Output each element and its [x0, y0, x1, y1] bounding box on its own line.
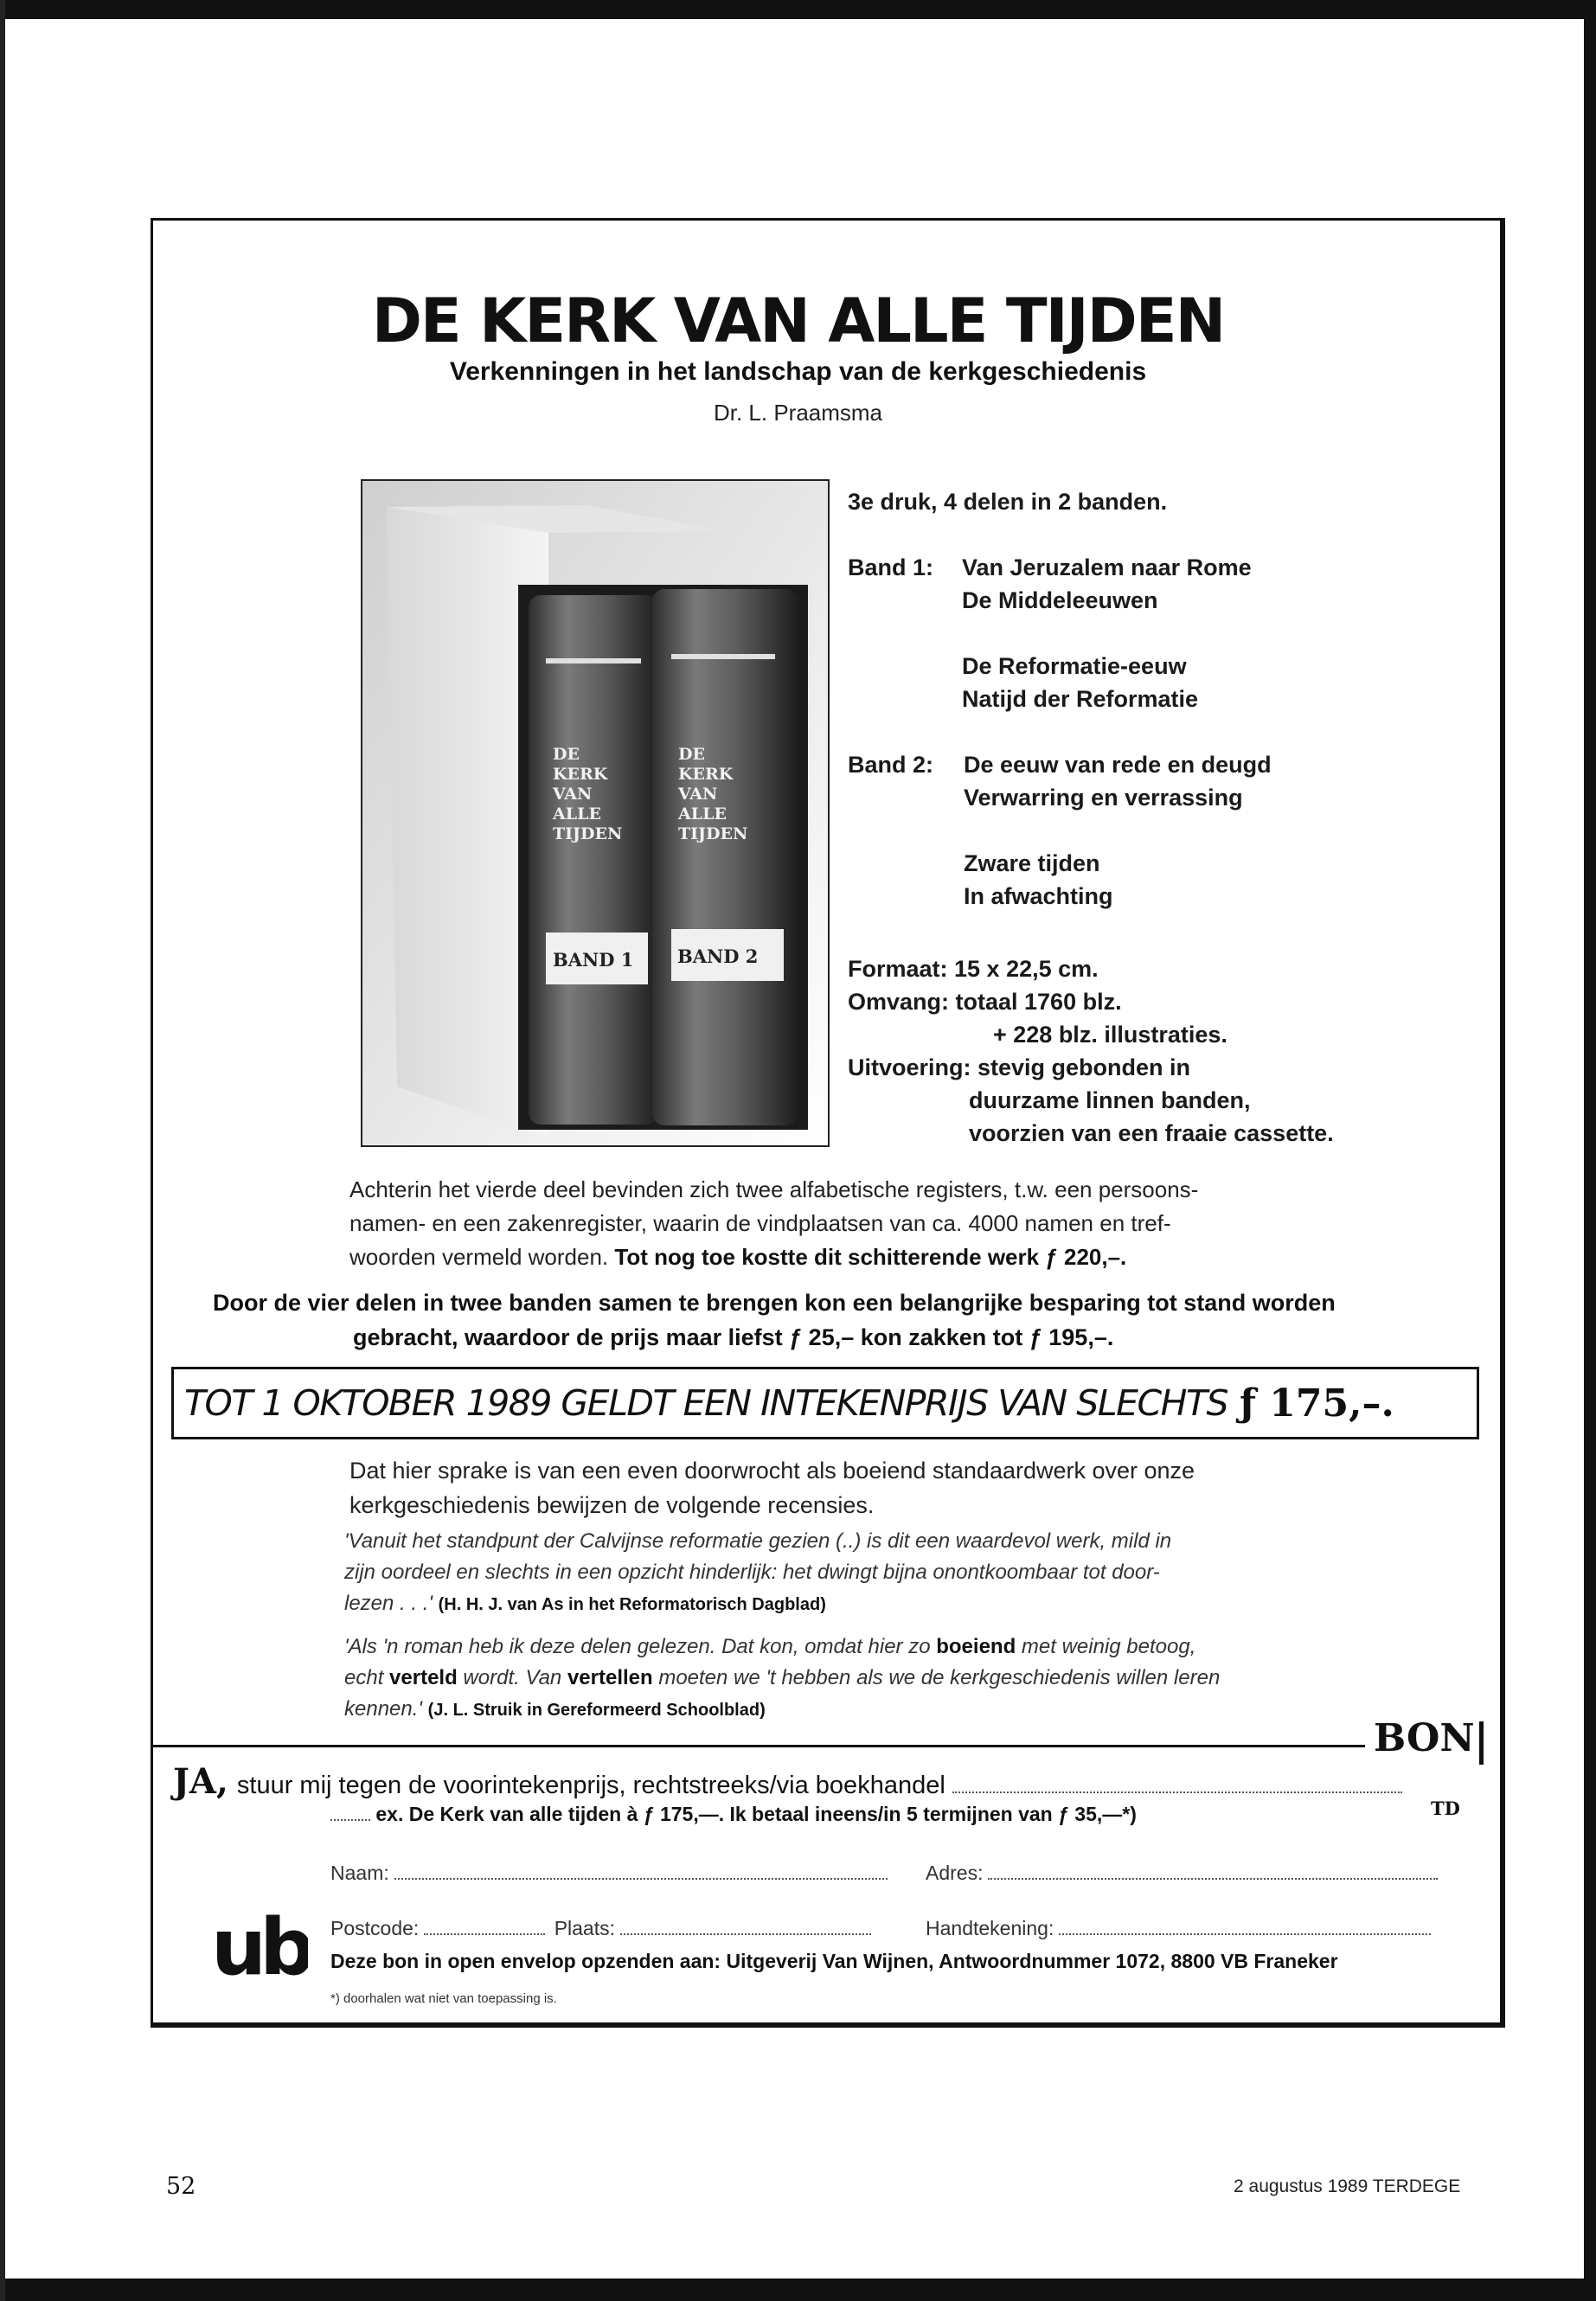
book-photo [361, 479, 830, 1147]
spine-title-word: ALLE [678, 804, 727, 824]
postcode-field[interactable] [424, 1918, 545, 1935]
quote-line [344, 1588, 1348, 1620]
band1-label: Band 1: [848, 554, 934, 580]
order-line [173, 1761, 1402, 1802]
author: Dr. L. Praamsma [713, 400, 883, 426]
format-line: Formaat: 15 x 22,5 cm. [848, 956, 1099, 982]
delivery-field[interactable] [952, 1791, 1402, 1793]
spine-band [671, 654, 775, 659]
issue-dateline: 2 augustus 1989 TERDEGE [1234, 2176, 1461, 2196]
scan-edge-bottom [0, 2279, 1596, 2301]
band2-item: In afwachting [964, 883, 1113, 909]
band2-item: Verwarring en verrassing [964, 785, 1243, 811]
registers-paragraph [349, 1173, 1344, 1274]
address-row [926, 1862, 1438, 1885]
text-fragment: woorden vermeld worden. [349, 1244, 609, 1270]
spine-title-word: ALLE [553, 804, 601, 824]
quote-line: 'Vanuit het standpunt der Calvijnse reformatie gezien (..) is dit een waardevol werk, mild in [344, 1529, 1172, 1553]
band1-item: Van Jeruzalem naar Rome [962, 554, 1252, 580]
spine-title-word: TIJDEN [678, 824, 748, 843]
spine-title-word: KERK [553, 765, 608, 784]
text-line: Dat hier sprake is van een even doorwrocht als boeiend standaardwerk over onze [349, 1458, 1195, 1484]
ja-label: JA, [173, 1761, 228, 1802]
text-line: Door de vier delen in twee banden samen te brengen kon een belangrijke besparing tot stand worden [213, 1290, 1336, 1316]
footnote: *) doorhalen wat niet van toepassing is. [330, 1991, 557, 2006]
review-quote [344, 1631, 1348, 1726]
band2-label: Band 2: [848, 752, 934, 778]
review-quote [344, 1526, 1348, 1620]
quote-fragment: wordt. Van [463, 1666, 562, 1689]
logo-text: ub [211, 1902, 308, 1983]
volume-2-spine [652, 589, 798, 1125]
coupon-separator [151, 1745, 1365, 1747]
page-number: 52 [166, 2173, 196, 2200]
text-line: namen- en een zakenregister, waarin de vindplaatsen van ca. 4000 namen en tref- [349, 1210, 1171, 1236]
quantity-line [330, 1803, 1137, 1826]
name-field[interactable] [394, 1862, 888, 1880]
signature-label: Handtekening: [926, 1917, 1054, 1939]
quote-emphasis: verteld [389, 1666, 458, 1689]
band1-item: De Middeleeuwen [962, 587, 1158, 613]
extent-line: Omvang: totaal 1760 blz. [848, 989, 1122, 1015]
banner-price: ƒ 175,–. [1240, 1381, 1394, 1426]
savings-paragraph [213, 1285, 1458, 1355]
order-text: stuur mij tegen de voorintekenprijs, rechtstreeks/via boekhandel [236, 1772, 945, 1799]
band2-item: De eeuw van rede en deugd [964, 752, 1272, 778]
volume-1-label-text: BAND 1 [553, 949, 634, 971]
quantity-field[interactable] [330, 1819, 370, 1821]
text-line [349, 1240, 1344, 1274]
quote-fragment: echt [344, 1666, 384, 1689]
illustrations-line: + 228 blz. illustraties. [993, 1022, 1227, 1048]
reviews-intro [349, 1453, 1344, 1522]
spine-title-word: DE [553, 745, 580, 764]
address-label: Adres: [926, 1862, 984, 1884]
quote-fragment: met weinig betoog, [1021, 1635, 1196, 1658]
coupon-heading: BON [1374, 1716, 1475, 1760]
text-line: gebracht, waardoor de prijs maar liefst ƒ 25,– kon zakken tot ƒ 195,–. [353, 1324, 1114, 1350]
postcode-row [330, 1917, 871, 1940]
quote-line [344, 1694, 1348, 1726]
coupon-cut-mark [1479, 1721, 1484, 1765]
quote-line [344, 1663, 1348, 1694]
edition-line: 3e druk, 4 delen in 2 banden. [848, 489, 1168, 515]
volume-1-spine [529, 595, 658, 1125]
signature-row [926, 1917, 1431, 1940]
name-row [330, 1862, 888, 1885]
quote-fragment: moeten we 't hebben als we de kerkgeschiedenis willen leren [658, 1666, 1221, 1689]
address-field[interactable] [988, 1862, 1438, 1880]
name-label: Naam: [330, 1862, 389, 1884]
band1-item: De Reformatie-eeuw [962, 653, 1187, 679]
volume-2-label-text: BAND 2 [677, 945, 759, 967]
page-title: DE KERK VAN ALLE TIJDEN [371, 285, 1225, 356]
text-line: kerkgeschiedenis bewijzen de volgende recensies. [349, 1492, 875, 1518]
city-label: Plaats: [554, 1917, 616, 1939]
band2-item: Zware tijden [964, 850, 1100, 876]
order-detail: ex. De Kerk van alle tijden à ƒ 175,—. Ik betaal ineens/in 5 termijnen van ƒ 35,—*) [375, 1803, 1137, 1825]
spine-title-word: TIJDEN [553, 824, 623, 843]
quote-source: (J. L. Struik in Gereformeerd Schoolblad) [427, 1701, 766, 1720]
td-mark: TD [1431, 1798, 1460, 1819]
binding-line: voorzien van een fraaie cassette. [969, 1120, 1334, 1146]
quote-source: (H. H. J. van As in het Reformatorisch Dagblad) [438, 1595, 826, 1614]
spine-title-word: KERK [678, 765, 734, 784]
band1-item: Natijd der Reformatie [962, 686, 1199, 712]
spine-title-word: VAN [678, 785, 718, 804]
quote-line [344, 1631, 1348, 1663]
old-price: Tot nog toe kostte dit schitterende werk ƒ 220,–. [614, 1244, 1127, 1270]
quote-emphasis: vertellen [567, 1666, 653, 1689]
signature-field[interactable] [1059, 1918, 1431, 1935]
city-field[interactable] [620, 1918, 871, 1935]
text-line: Achterin het vierde deel bevinden zich twee alfabetische registers, t.w. een persoons- [349, 1176, 1199, 1202]
quote-fragment: kennen.' [344, 1697, 422, 1721]
postcode-label: Postcode: [330, 1917, 420, 1939]
binding-line: Uitvoering: stevig gebonden in [848, 1054, 1191, 1080]
banner-text: TOT 1 OKTOBER 1989 GELDT EEN INTEKENPRIJS VAN SLECHTS [184, 1382, 1228, 1424]
spine-title-word: DE [678, 745, 705, 764]
subscription-price-banner [171, 1367, 1479, 1439]
spine-title-word: VAN [553, 785, 593, 804]
quote-line: zijn oordeel en slechts in een opzicht hinderlijk: het dwingt bijna onontkoombaar tot door- [344, 1561, 1160, 1584]
subtitle: Verkenningen in het landschap van de kerkgeschiedenis [449, 357, 1147, 386]
quote-emphasis: boeiend [936, 1635, 1016, 1658]
quote-fragment: 'Als 'n roman heb ik deze delen gelezen. Dat kon, omdat hier zo [344, 1635, 931, 1658]
send-instructions: Deze bon in open envelop opzenden aan: Uitgeverij Van Wijnen, Antwoordnummer 1072, 8800 VB Franeker [330, 1950, 1338, 1972]
binding-line: duurzame linnen banden, [969, 1087, 1251, 1113]
scan-edge-top [0, 0, 1596, 19]
quote-fragment: lezen . . .' [344, 1592, 433, 1615]
spine-band [546, 658, 641, 663]
publisher-logo [211, 1900, 308, 1983]
